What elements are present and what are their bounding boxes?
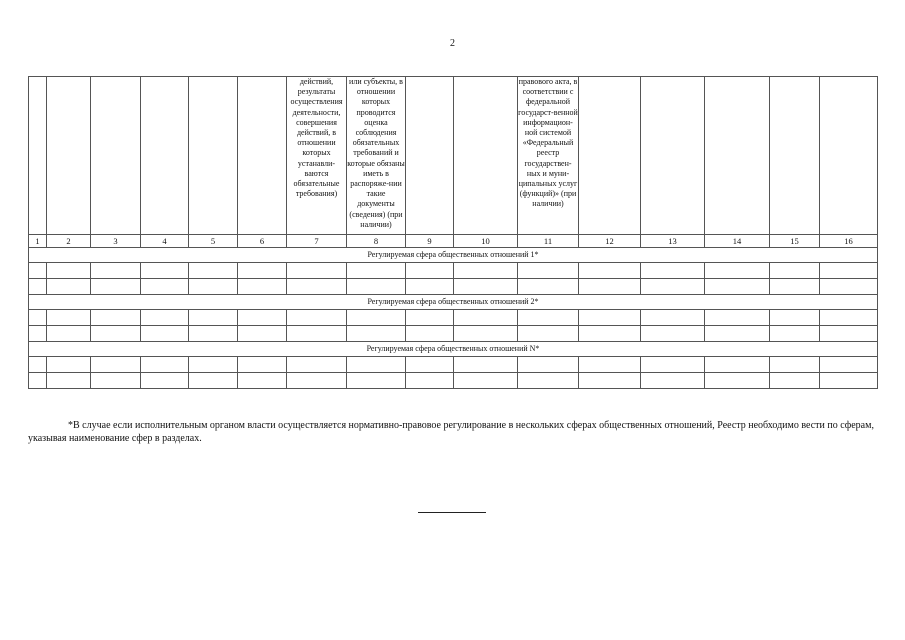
registry-table (28, 76, 878, 389)
table-cell (238, 279, 287, 295)
header-cell (820, 77, 878, 235)
column-number: 4 (141, 235, 189, 248)
table-row (29, 326, 878, 342)
table-cell (820, 373, 878, 389)
table-cell (287, 326, 347, 342)
table-cell (47, 373, 91, 389)
table-cell (29, 357, 47, 373)
column-number: 11 (518, 235, 579, 248)
table-cell (189, 279, 238, 295)
header-cell (91, 77, 141, 235)
table-row (29, 310, 878, 326)
table-cell (406, 357, 454, 373)
table-cell (238, 263, 287, 279)
table-cell (770, 279, 820, 295)
column-number: 2 (47, 235, 91, 248)
header-cell (29, 77, 47, 235)
column-number-row (29, 235, 878, 248)
table-cell (770, 357, 820, 373)
page-number: 2 (450, 38, 455, 49)
table-cell (454, 263, 518, 279)
column-number: 8 (347, 235, 406, 248)
table-cell (347, 263, 406, 279)
column-number: 10 (454, 235, 518, 248)
table-cell (454, 373, 518, 389)
table-cell (29, 373, 47, 389)
table-cell (287, 357, 347, 373)
table-cell (189, 310, 238, 326)
table-cell (641, 310, 705, 326)
table-cell (47, 326, 91, 342)
table-cell (820, 263, 878, 279)
table-cell (406, 263, 454, 279)
column-number: 6 (238, 235, 287, 248)
column-number: 12 (579, 235, 641, 248)
table-cell (238, 373, 287, 389)
table-cell (454, 310, 518, 326)
table-cell (91, 357, 141, 373)
table-cell (518, 279, 579, 295)
table-cell (454, 326, 518, 342)
table-cell (705, 263, 770, 279)
table-cell (641, 263, 705, 279)
table-cell (347, 279, 406, 295)
table-row (29, 373, 878, 389)
header-cell (141, 77, 189, 235)
table-cell (189, 357, 238, 373)
table-cell (518, 373, 579, 389)
table-cell (705, 326, 770, 342)
table-cell (820, 279, 878, 295)
table-cell (518, 357, 579, 373)
table-cell (347, 326, 406, 342)
table-cell (705, 310, 770, 326)
header-cell (47, 77, 91, 235)
header-cell (238, 77, 287, 235)
table-cell (141, 373, 189, 389)
table-cell (406, 326, 454, 342)
section-title: Регулируемая сфера общественных отношений 2* (29, 295, 878, 310)
column-number: 14 (705, 235, 770, 248)
table-cell (29, 263, 47, 279)
header-cell (705, 77, 770, 235)
table-cell (91, 279, 141, 295)
table-cell (189, 326, 238, 342)
header-cell-col8: или субъекты, в отношении которых проводится оценка соблюдения обязательных требований и которые обязаны иметь в распоряже-нии такие документы (сведения) (при наличии) (347, 77, 406, 235)
table-cell (29, 326, 47, 342)
header-cell (189, 77, 238, 235)
table-cell (579, 310, 641, 326)
table-cell (91, 310, 141, 326)
table-cell (579, 279, 641, 295)
separator-line (418, 512, 486, 513)
section-title: Регулируемая сфера общественных отношений 1* (29, 248, 878, 263)
column-number: 3 (91, 235, 141, 248)
table-cell (641, 279, 705, 295)
table-cell (518, 326, 579, 342)
table-cell (287, 373, 347, 389)
table-cell (820, 357, 878, 373)
table-cell (141, 263, 189, 279)
header-cell (406, 77, 454, 235)
table-cell (141, 310, 189, 326)
table-cell (238, 357, 287, 373)
table-cell (189, 263, 238, 279)
table-cell (454, 279, 518, 295)
table-cell (705, 279, 770, 295)
table-cell (347, 373, 406, 389)
table-cell (287, 310, 347, 326)
table-cell (189, 373, 238, 389)
table-cell (47, 310, 91, 326)
table-cell (47, 263, 91, 279)
column-number: 13 (641, 235, 705, 248)
table-row (29, 263, 878, 279)
table-cell (579, 357, 641, 373)
table-row (29, 357, 878, 373)
table-cell (770, 373, 820, 389)
table-cell (641, 357, 705, 373)
header-cell (641, 77, 705, 235)
section-row (29, 342, 878, 357)
table-cell (91, 373, 141, 389)
table-cell (238, 326, 287, 342)
table-cell (91, 263, 141, 279)
table-cell (287, 279, 347, 295)
table-cell (820, 326, 878, 342)
table-cell (29, 310, 47, 326)
table-cell (406, 373, 454, 389)
table-cell (141, 326, 189, 342)
table-cell (770, 310, 820, 326)
table-cell (347, 310, 406, 326)
table-cell (518, 310, 579, 326)
column-number: 5 (189, 235, 238, 248)
header-cell-col11: правового акта, в соответствии с федеральной государст-венной информацион-ной системой «Федеральный реестр государствен-ных и муни-ципальных услуг (функций)» (при наличии) (518, 77, 579, 235)
table-cell (579, 373, 641, 389)
table-cell (518, 263, 579, 279)
table-cell (705, 357, 770, 373)
table-cell (579, 263, 641, 279)
column-number: 9 (406, 235, 454, 248)
table-cell (820, 310, 878, 326)
header-cell (579, 77, 641, 235)
column-number: 16 (820, 235, 878, 248)
table-cell (287, 263, 347, 279)
section-title: Регулируемая сфера общественных отношений N* (29, 342, 878, 357)
table-cell (770, 326, 820, 342)
header-cell (770, 77, 820, 235)
table-cell (47, 279, 91, 295)
footnote: *В случае если исполнительным органом власти осуществляется нормативно-правовое регулирование в нескольких сферах общественных отношений, Реестр необходимо вести по сферам, указывая наименование сфер в разделах. (28, 420, 874, 444)
table-row (29, 279, 878, 295)
table-cell (641, 373, 705, 389)
table-cell (141, 279, 189, 295)
section-row (29, 295, 878, 310)
table-cell (347, 357, 406, 373)
table-cell (406, 310, 454, 326)
table-cell (579, 326, 641, 342)
header-cell-col7: действий, результаты осуществления деятельности, совершения действий, в отношении которых устанавли-ваются обязательные требования) (287, 77, 347, 235)
table-cell (29, 279, 47, 295)
section-row (29, 248, 878, 263)
table-cell (454, 357, 518, 373)
header-cell (454, 77, 518, 235)
header-row (29, 77, 878, 235)
table-cell (47, 357, 91, 373)
table-cell (141, 357, 189, 373)
table-cell (641, 326, 705, 342)
table-cell (238, 310, 287, 326)
table-cell (406, 279, 454, 295)
column-number: 7 (287, 235, 347, 248)
table-cell (705, 373, 770, 389)
table-cell (770, 263, 820, 279)
table-cell (91, 326, 141, 342)
column-number: 15 (770, 235, 820, 248)
column-number: 1 (29, 235, 47, 248)
